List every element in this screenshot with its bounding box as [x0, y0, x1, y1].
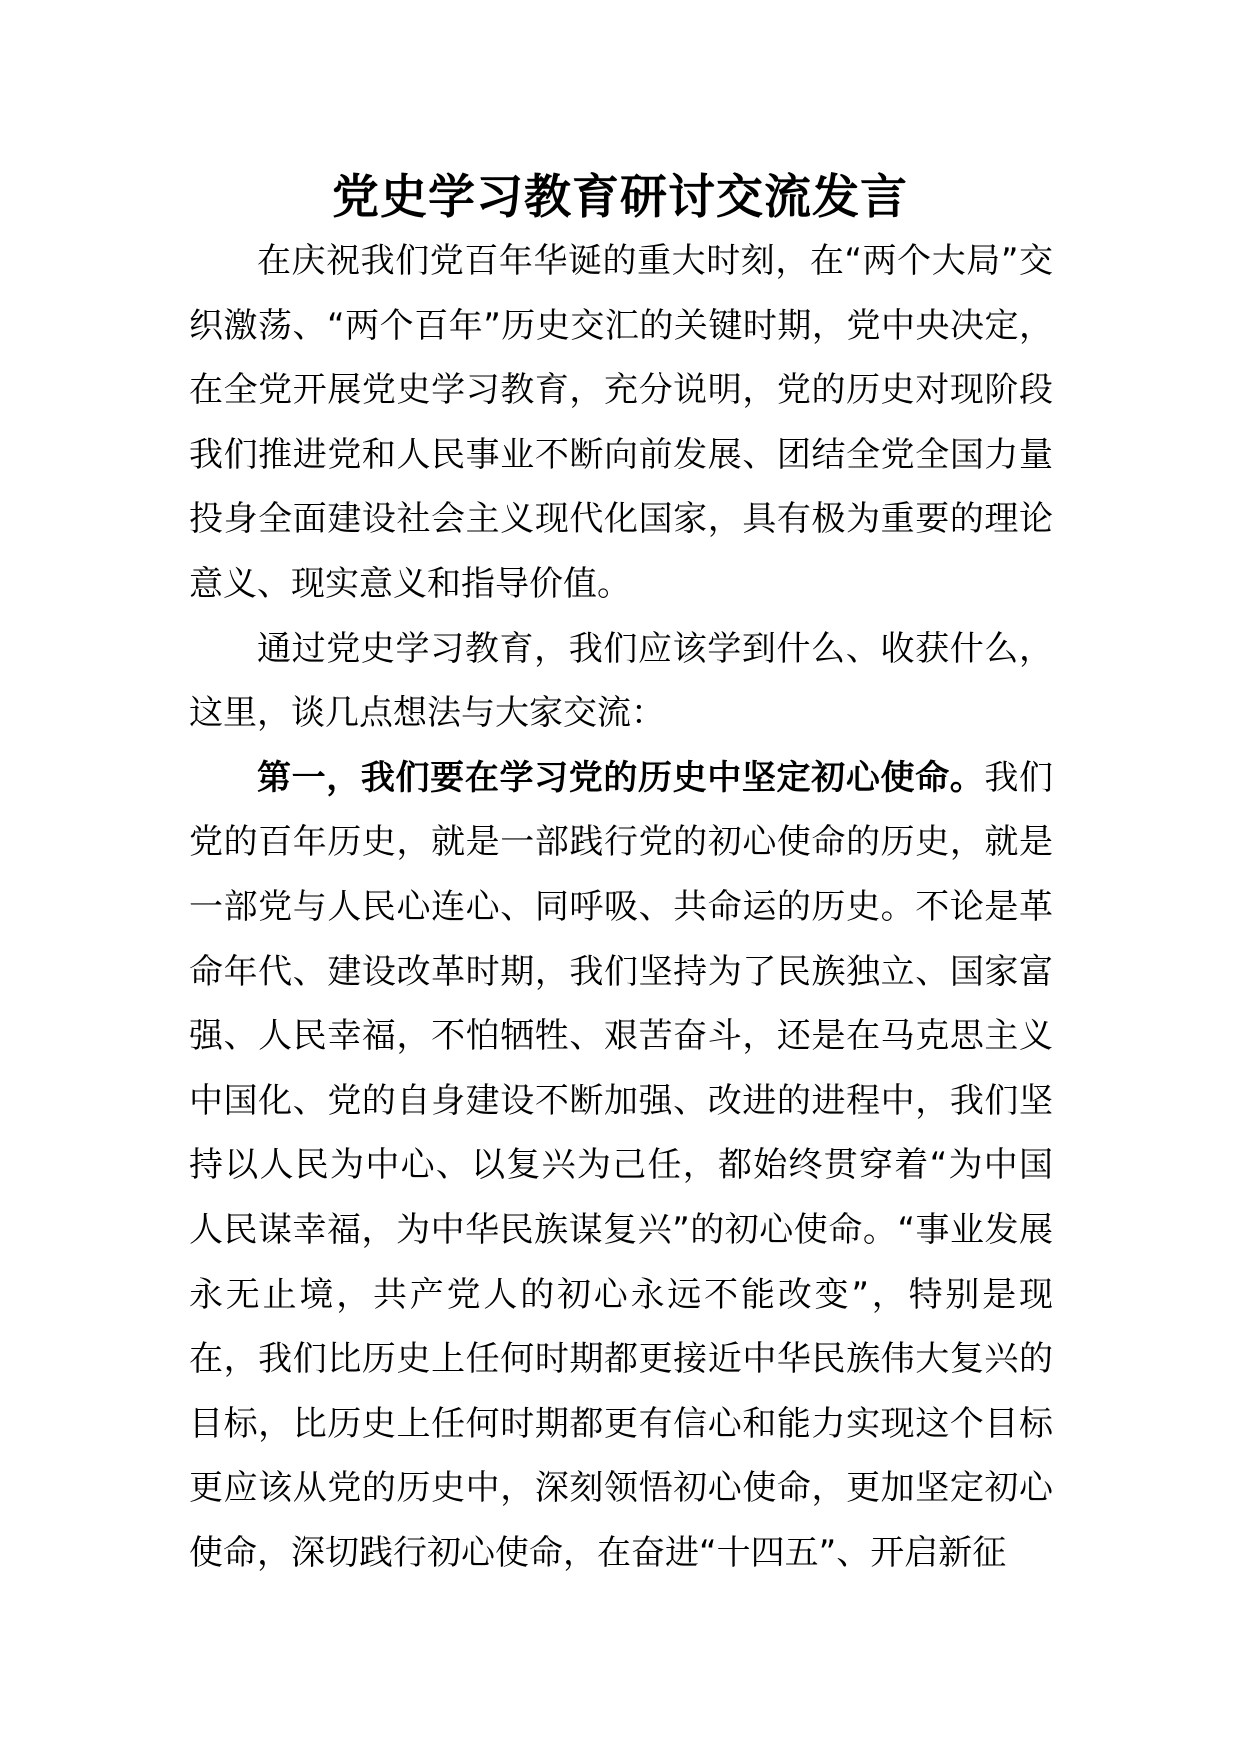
document-body [189, 229, 1053, 1585]
paragraph-point-one [189, 746, 1053, 1586]
paragraph-transition [189, 617, 1053, 746]
paragraph-intro [189, 229, 1053, 617]
paragraph-text: 通过党史学习教育，我们应该学到什么、收获什么，这里，谈几点想法与大家交流： [189, 628, 1053, 734]
paragraph-text: 在庆祝我们党百年华诞的重大时刻，在“两个大局”交织激荡、“两个百年”历史交汇的关键时期，党中央决定，在全党开展党史学习教育，充分说明，党的历史对现阶段我们推进党和人民事业不断向前发展、团结全党全国力量投身全面建设社会主义现代化国家，具有极为重要的理论意义、现实意义和指导价值。 [189, 241, 1053, 604]
document-title: 党史学习教育研讨交流发言 [332, 170, 908, 225]
paragraph-text: 我们党的百年历史，就是一部践行党的初心使命的历史，就是一部党与人民心连心、同呼吸、共命运的历史。不论是革命年代、建设改革时期，我们坚持为了民族独立、国家富强、人民幸福，不怕牺牲、艰苦奋斗，还是在马克思主义中国化、党的自身建设不断加强、改进的进程中，我们坚持以人民为中心、以复兴为己任，都始终贯穿着“为中国人民谋幸福，为中华民族谋复兴”的初心使命。“事业发展永无止境，共产党人的初心永远不能改变”，特别是现在，我们比历史上任何时期都更接近中华民族伟大复兴的目标，比历史上任何时期都更有信心和能力实现这个目标更应该从党的历史中，深刻领悟初心使命，更加坚定初心使命，深切践行初心使命，在奋进“十四五”、开启新征 [189, 757, 1054, 1573]
paragraph-lead: 第一，我们要在学习党的历史中坚定初心使命。 [257, 757, 985, 798]
